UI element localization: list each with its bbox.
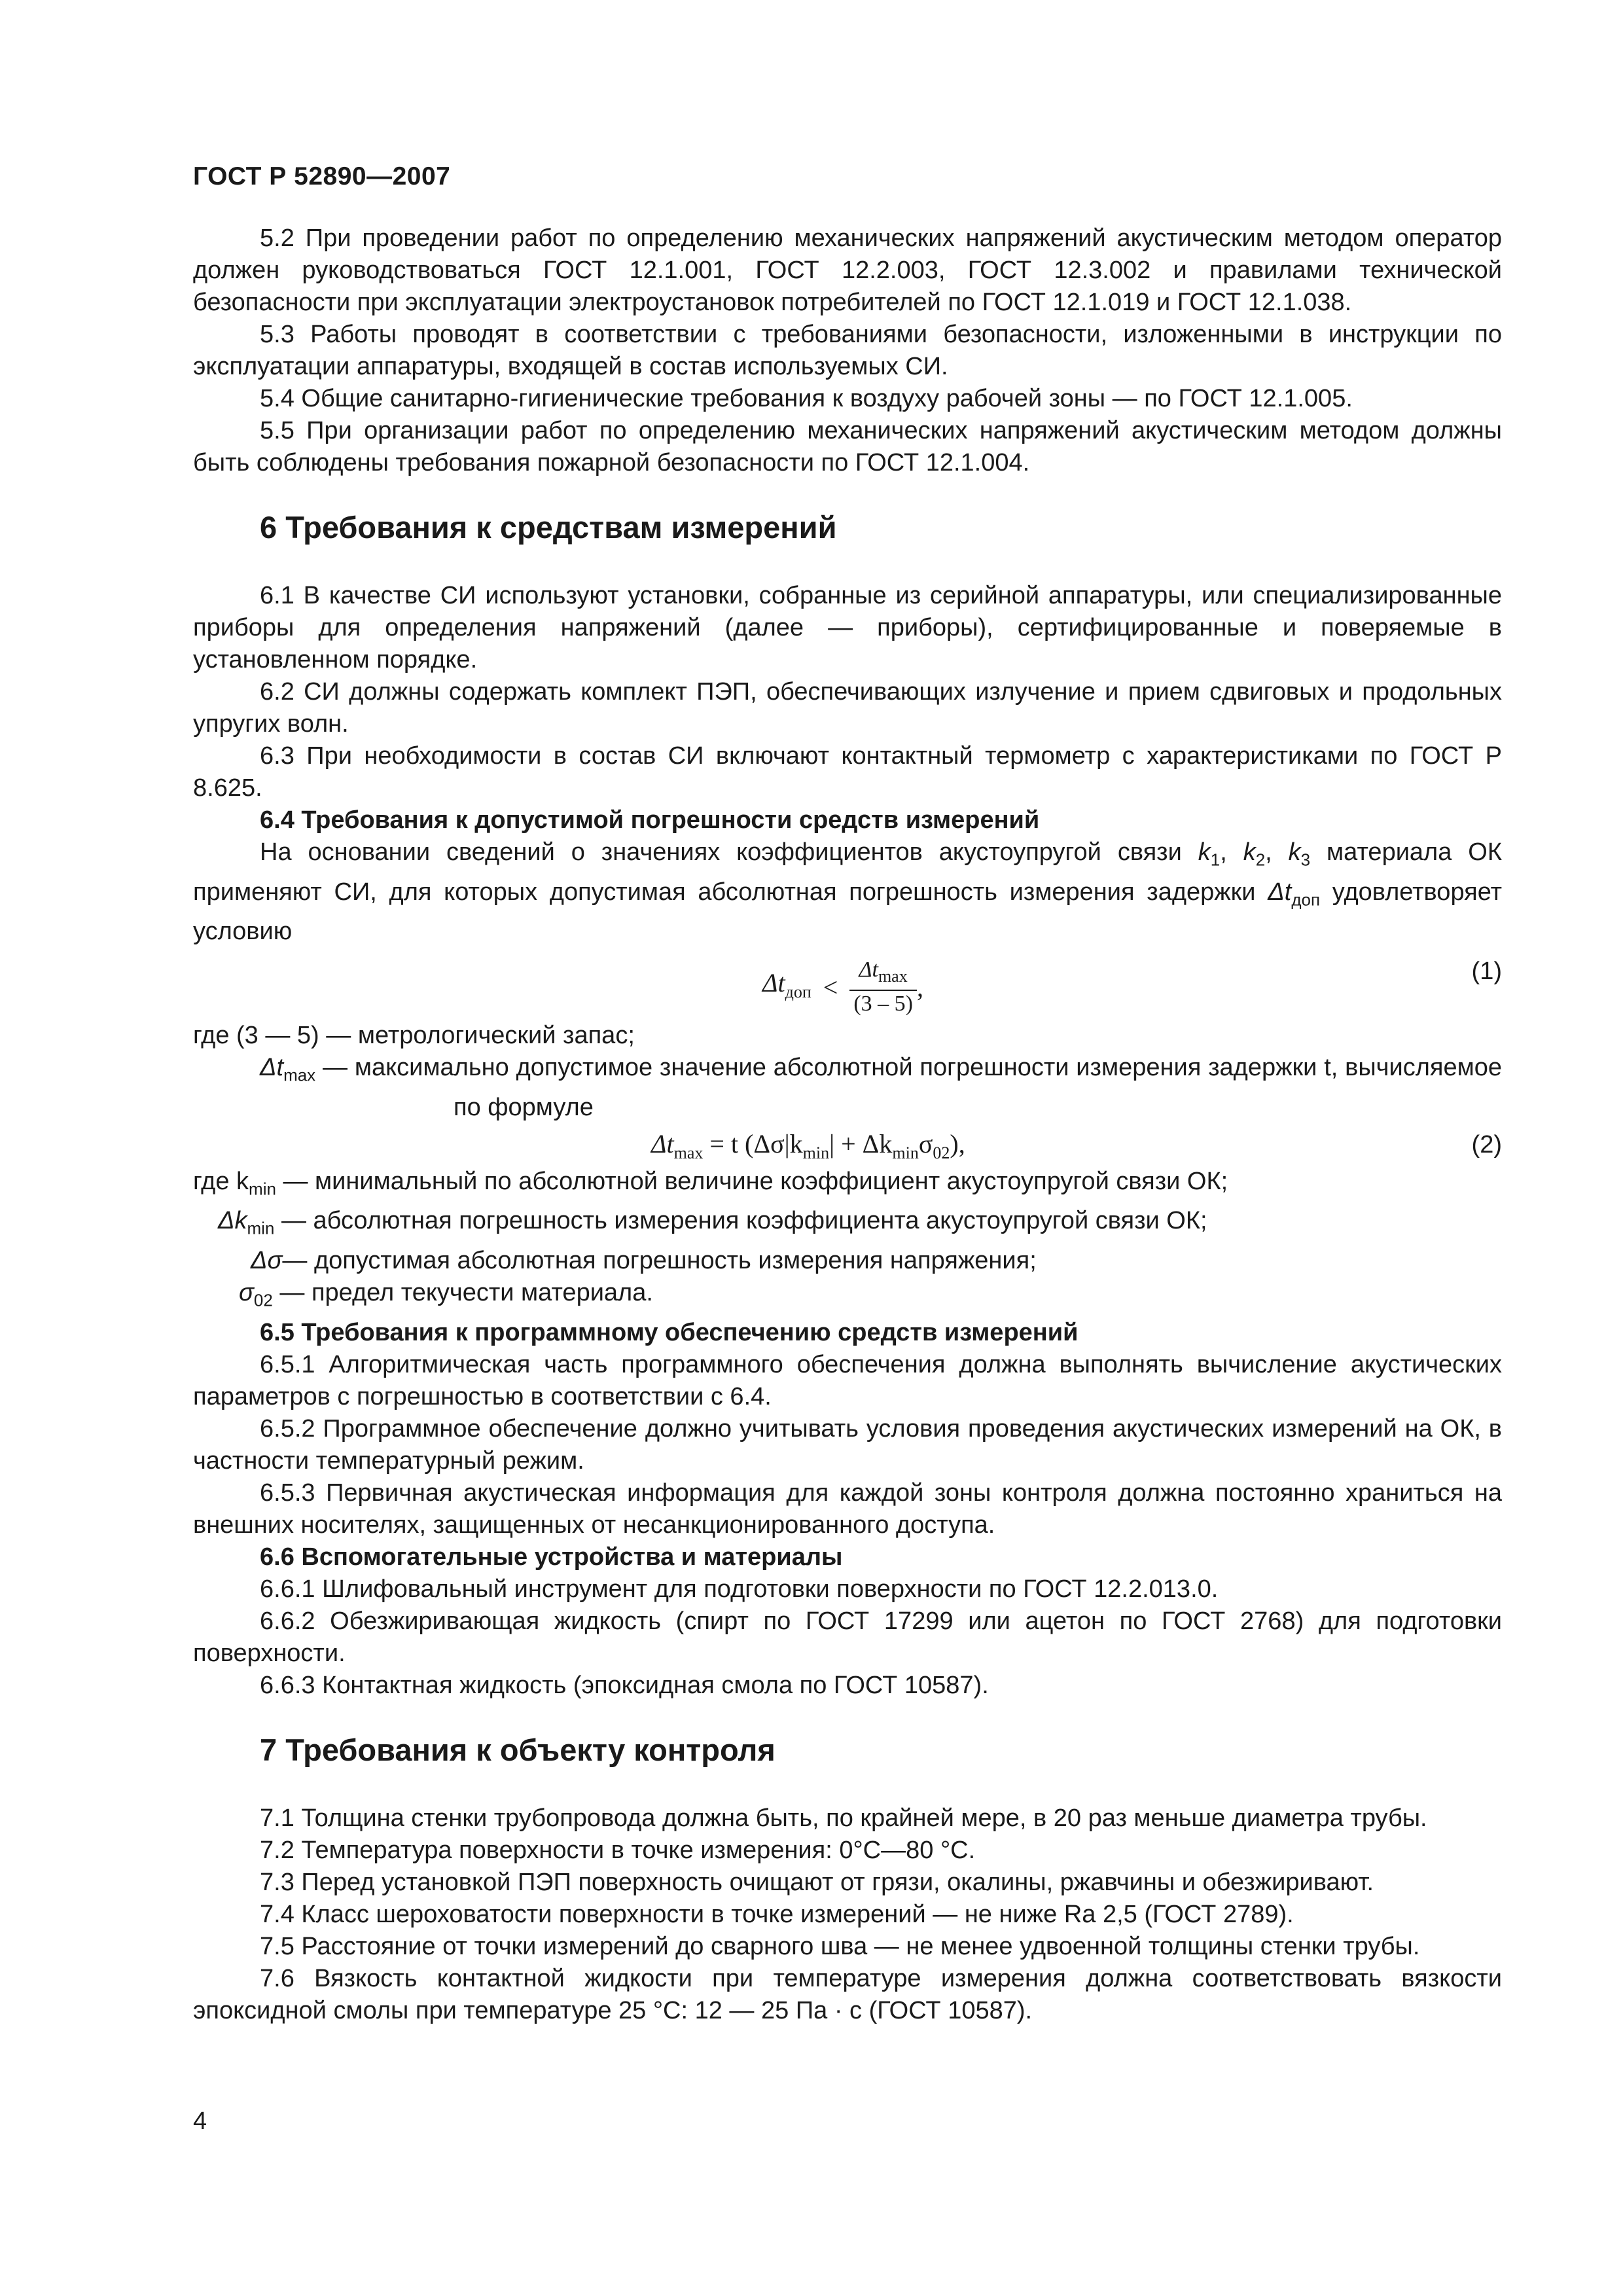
section-6-heading: 6 Требования к средствам измерений [260, 510, 837, 545]
formula-2: $\Delta t_{max} = t$ $(\Delta\sigma|k_{min}| + \Delta k_{min}\sigma_{02})$, (2) [651, 1128, 1502, 1162]
definition-kmin: где $k_{min}$ — минимальный по абсолютной величине коэффициент акустоупругой связи ОК; [193, 1167, 1228, 1199]
paragraph-6-5-3: 6.5.3 Первичная акустическая информация для каждой зоны контроля должна постоянно храниться на внешних носителях, защищенных от несанкционированного доступа. [193, 1479, 1502, 1539]
definition-reserve: где (3 — 5) — метрологический запас; [193, 1022, 635, 1050]
paragraph-5-5: 5.5 При организации работ по определению механических напряжений акустическим методом должны быть соблюдены требования пожарной безопасности по ГОСТ 12.1.004. [193, 417, 1502, 476]
running-header: ГОСТ Р 52890—2007 [193, 162, 451, 190]
paragraph-7-2: 7.2 Температура поверхности в точке измерения: 0°С—80 °С. [260, 1836, 976, 1864]
paragraph-6-6-2: 6.6.2 Обезжиривающая жидкость (спирт по ГОСТ 17299 или ацетон по ГОСТ 2768) для подготовки поверхности. [193, 1607, 1502, 1667]
paragraph-7-3: 7.3 Перед установкой ПЭП поверхность очищают от грязи, окалины, ржавчины и обезжиривают. [260, 1868, 1374, 1896]
paragraph-7-4: 7.4 Класс шероховатости поверхности в точке измерений — не ниже Ra 2,5 (ГОСТ 2789). [260, 1900, 1294, 1928]
paragraph-6-5-2: 6.5.2 Программное обеспечение должно учитывать условия проведения акустических измерений на ОК, в частности температурный режим. [193, 1414, 1502, 1475]
paragraph-6-6-3: 6.6.3 Контактная жидкость (эпоксидная смола по ГОСТ 10587). [260, 1671, 989, 1699]
paragraph-6-1: 6.1 В качестве СИ используют установки, собранные из серийной аппаратуры, или специализированные приборы для определения напряжений (далее — приборы), сертифицированные и поверяемые в установленном порядке. [193, 582, 1502, 673]
page-content [193, 223, 1502, 2027]
formula-1: $\Delta t_{доп}$ < $\frac{\Delta t_{max}}{(3 - 5)}$ , (1) [193, 948, 1502, 1020]
paragraph-6-4: На основании сведений о значениях коэффициентов акустоупругой связи $k_1$, $k_2$, $k_3$ материала ОК применяют СИ, для которых допустимая абсолютная погрешность измерения задержки $\Delta t_{доп}$ удовлетворяет условию [193, 838, 1502, 946]
subsection-6-6-heading: 6.6 Вспомогательные устройства и материалы [260, 1543, 843, 1571]
definition-dtmax: $\Delta t_{max}$ — максимально допустимое значение абсолютной погрешности измерения задержки t, вычисляемое по формуле [260, 1054, 1502, 1121]
subsection-6-4-heading: 6.4 Требования к допустимой погрешности средств измерений [260, 806, 1040, 834]
definition-delta-kmin: $\Delta k_{min}$ — абсолютная погрешность измерения коэффициента акустоупругой связи ОК; [218, 1207, 1207, 1238]
subsection-6-5-heading: 6.5 Требования к программному обеспечению средств измерений [260, 1318, 1079, 1346]
formula-2-number: (2) [1471, 1130, 1502, 1158]
definition-delta-sigma: Δσ— допустимая абсолютная погрешность измерения напряжения; [251, 1246, 1037, 1274]
paragraph-7-5: 7.5 Расстояние от точки измерений до сварного шва — не менее удвоенной толщины стенки трубы. [260, 1932, 1420, 1960]
paragraph-7-1: 7.1 Толщина стенки трубопровода должна быть, по крайней мере, в 20 раз меньше диаметра трубы. [260, 1804, 1427, 1832]
paragraph-6-3: 6.3 При необходимости в состав СИ включают контактный термометр с характеристиками по ГОСТ Р 8.625. [193, 742, 1502, 802]
paragraph-5-4: 5.4 Общие санитарно-гигиенические требования к воздуху рабочей зоны — по ГОСТ 12.1.005. [260, 385, 1353, 412]
paragraph-6-6-1: 6.6.1 Шлифовальный инструмент для подготовки поверхности по ГОСТ 12.2.013.0. [260, 1575, 1219, 1603]
page-number: 4 [193, 2108, 207, 2135]
formula-1-number: (1) [1471, 958, 1502, 986]
paragraph-5-2: 5.2 При проведении работ по определению механических напряжений акустическим методом оператор должен руководствоваться ГОСТ 12.1.001, ГОСТ 12.2.003, ГОСТ 12.3.002 и правилами технической безопасности при эксплуатации электроустановок потребителей по ГОСТ 12.1.019 и ГОСТ 12.1.038. [193, 224, 1502, 316]
paragraph-7-6: 7.6 Вязкость контактной жидкости при температуре измерения должна соответствовать вязкости эпоксидной смолы при температуре 25 °С: 12 — 25 Па · с (ГОСТ 10587). [193, 1964, 1502, 2024]
definition-sigma02: $\sigma_{02}$ — предел текучести материала. [239, 1278, 653, 1310]
paragraph-5-3: 5.3 Работы проводят в соответствии с требованиями безопасности, изложенными в инструкции по эксплуатации аппаратуры, входящей в состав используемых СИ. [193, 321, 1502, 380]
paragraph-6-5-1: 6.5.1 Алгоритмическая часть программного обеспечения должна выполнять вычисление акустических параметров с погрешностью в соответствии с 6.4. [193, 1350, 1502, 1410]
paragraph-6-2: 6.2 СИ должны содержать комплект ПЭП, обеспечивающих излучение и прием сдвиговых и продольных упругих волн. [193, 678, 1502, 738]
formula-1-fraction: $\frac{\Delta t_{max}}{(3 - 5)}$ [849, 957, 917, 1017]
section-7-heading: 7 Требования к объекту контроля [260, 1732, 776, 1767]
